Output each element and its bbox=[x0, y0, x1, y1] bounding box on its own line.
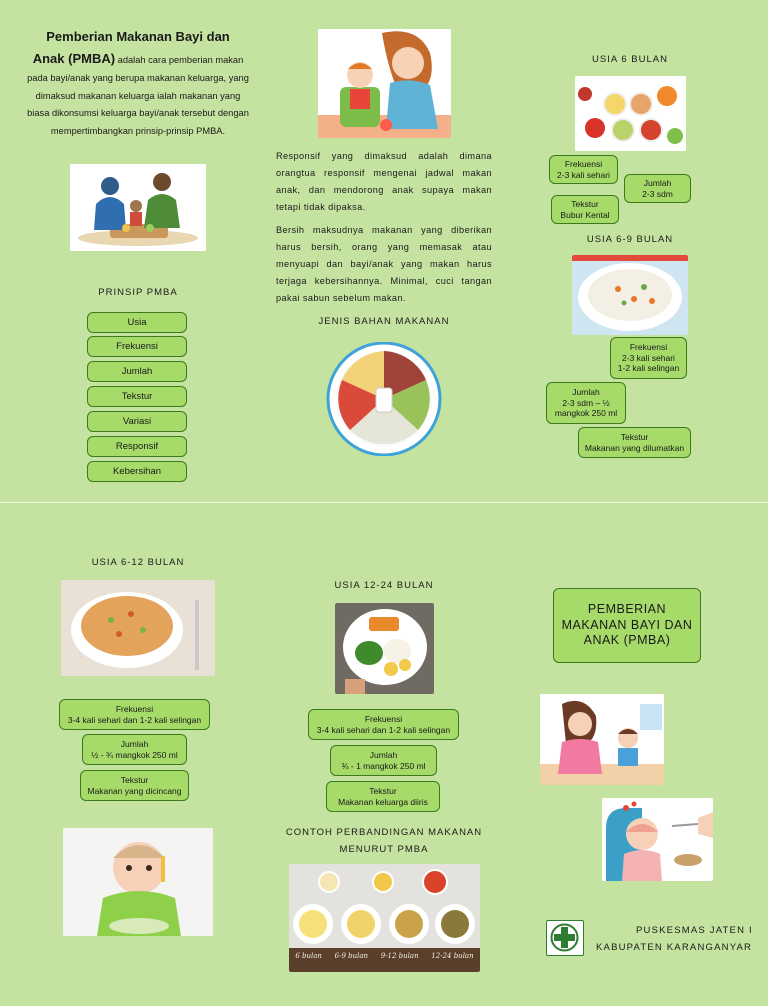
intro-text-inline: adalah cara pemberian bbox=[117, 55, 213, 65]
usia1224-heading: USIA 12-24 BULAN bbox=[334, 580, 434, 591]
usia69-tekstur-box bbox=[578, 427, 691, 458]
usia612-frekuensi-value: 3-4 kali sehari dan 1-2 kali selingan bbox=[67, 714, 202, 725]
usia6-jumlah-box bbox=[624, 174, 691, 203]
comparison-label-12-24: 12-24 bulan bbox=[431, 952, 474, 960]
comparison-label-9-12: 9-12 bulan bbox=[380, 952, 419, 960]
prinsip-item-kebersihan: Kebersihan bbox=[87, 461, 187, 482]
cover-title: PEMBERIAN MAKANAN BAYI DAN ANAK (PMBA) bbox=[553, 588, 701, 663]
usia612-tekstur-label: Tekstur bbox=[120, 775, 149, 785]
usia6-frekuensi-value: 2-3 kali sehari bbox=[557, 169, 610, 180]
usia69-jumlah-value1: 2-3 sdm – ½ bbox=[562, 397, 610, 408]
usia69-tekstur-label: Tekstur bbox=[620, 432, 649, 442]
usia69-frekuensi-value1: 2-3 kali sehari bbox=[622, 352, 675, 363]
food-groups-plate-image bbox=[322, 342, 446, 456]
usia1224-jumlah-label: Jumlah bbox=[369, 750, 398, 760]
usia69-frekuensi-label: Frekuensi bbox=[629, 342, 668, 353]
comparison-label-6-9: 6-9 bulan bbox=[334, 952, 369, 960]
prinsip-item-jumlah: Jumlah bbox=[87, 361, 187, 382]
usia1224-tekstur-box bbox=[326, 781, 440, 812]
intro-title-line1: Pemberian Makanan Bayi dan bbox=[46, 29, 230, 44]
usia1224-tekstur-label: Tekstur bbox=[369, 786, 397, 796]
usia1224-frekuensi-value: 3-4 kali sehari dan 1-2 kali selingan bbox=[316, 724, 451, 735]
usia6-tekstur-value: Bubur Kental bbox=[560, 209, 610, 220]
usia6-tekstur-box bbox=[551, 195, 619, 224]
comparison-food-photo bbox=[289, 864, 480, 972]
contoh-heading-line2: MENURUT PMBA bbox=[339, 844, 429, 855]
prinsip-item-usia: Usia bbox=[87, 312, 187, 333]
family-eating-illustration bbox=[70, 164, 206, 251]
intro-block bbox=[26, 26, 250, 140]
bersih-paragraph: Bersih maksudnya makanan yang diberikan harus bersih, orang yang memasak atau menyuapi dan bayi/anak yang makan harus terjaga kebersihannya. Minimal, cuci tangan pakai sabun sebelum makan. bbox=[276, 225, 492, 303]
usia612-jumlah-label: Jumlah bbox=[120, 739, 149, 749]
usia6-tekstur-label: Tekstur bbox=[571, 199, 599, 209]
footer-puskesmas: PUSKESMAS JATEN I bbox=[636, 925, 753, 936]
prinsip-heading: PRINSIP PMBA bbox=[98, 287, 178, 298]
usia6-heading: USIA 6 BULAN bbox=[592, 54, 668, 65]
usia612-tekstur-box bbox=[80, 770, 189, 801]
baby-eating-photo bbox=[63, 828, 213, 936]
baby-feeding-illustration bbox=[602, 798, 713, 881]
usia6-frekuensi-label: Frekuensi bbox=[564, 159, 603, 169]
usia1224-jumlah-value: ¾ - 1 mangkok 250 ml bbox=[341, 760, 426, 771]
usia6-puree-photo bbox=[575, 76, 686, 151]
contoh-heading bbox=[278, 824, 490, 858]
usia69-frekuensi-box bbox=[610, 337, 687, 379]
fold-divider bbox=[0, 502, 768, 503]
usia1224-frekuensi-box bbox=[308, 709, 459, 740]
usia612-minced-food-photo bbox=[61, 580, 215, 676]
puskesmas-logo bbox=[546, 920, 584, 956]
usia1224-frekuensi-label: Frekuensi bbox=[364, 714, 403, 724]
usia612-jumlah-box bbox=[82, 734, 187, 765]
usia1224-tekstur-value: Makanan keluarga diiris bbox=[338, 796, 428, 807]
usia612-frekuensi-label: Frekuensi bbox=[115, 704, 154, 714]
usia6-jumlah-value: 2-3 sdm bbox=[642, 188, 673, 199]
prinsip-item-tekstur: Tekstur bbox=[87, 386, 187, 407]
usia612-jumlah-value: ½ - ¾ mangkok 250 ml bbox=[91, 749, 178, 760]
usia69-frekuensi-value2: 1-2 kali selingan bbox=[617, 363, 680, 374]
prinsip-item-frekuensi: Frekuensi bbox=[87, 336, 187, 357]
mother-feeding-illustration bbox=[318, 29, 451, 138]
comparison-age-labels bbox=[289, 952, 480, 960]
usia69-tekstur-value: Makanan yang dilumatkan bbox=[584, 442, 685, 453]
usia6-jumlah-label: Jumlah bbox=[643, 178, 672, 188]
usia69-porridge-photo bbox=[572, 255, 688, 335]
usia1224-family-food-photo bbox=[335, 603, 434, 694]
usia612-tekstur-value: Makanan yang dicincang bbox=[87, 785, 182, 796]
footer-kabupaten: KABUPATEN KARANGANYAR bbox=[596, 942, 753, 953]
responsif-paragraph: Responsif yang dimaksud adalah dimana orangtua responsif mengenai jadwal makan anak, dan mendorong anak supaya makan tetapi tidak dipaksa. bbox=[276, 151, 492, 212]
usia69-heading: USIA 6-9 BULAN bbox=[586, 234, 674, 245]
contoh-heading-line1: CONTOH PERBANDINGAN MAKANAN bbox=[285, 827, 483, 838]
jenis-bahan-heading: JENIS BAHAN MAKANAN bbox=[318, 316, 450, 327]
comparison-label-6: 6 bulan bbox=[295, 952, 322, 960]
usia69-jumlah-box bbox=[546, 382, 626, 424]
prinsip-item-variasi: Variasi bbox=[87, 411, 187, 432]
usia69-jumlah-value2: mangkok 250 ml bbox=[554, 408, 618, 419]
usia612-heading: USIA 6-12 BULAN bbox=[91, 557, 185, 568]
usia6-frekuensi-box bbox=[549, 155, 618, 184]
intro-title-line2: Anak (PMBA) bbox=[32, 51, 116, 66]
usia69-jumlah-label: Jumlah bbox=[572, 387, 600, 398]
mother-child-meal-illustration bbox=[540, 694, 664, 785]
usia1224-jumlah-box bbox=[330, 745, 437, 776]
intro-text-rest: makan pada bayi/anak yang berupa makanan keluarga, yang dimaksud makanan keluarga ialah makanan yang biasa dikonsumsi keluarga bayi/anak tersebut dengan mempertimbangkan prinsip-prinsip PMBA. bbox=[27, 55, 249, 136]
prinsip-item-responsif: Responsif bbox=[87, 436, 187, 457]
usia612-frekuensi-box bbox=[59, 699, 210, 730]
